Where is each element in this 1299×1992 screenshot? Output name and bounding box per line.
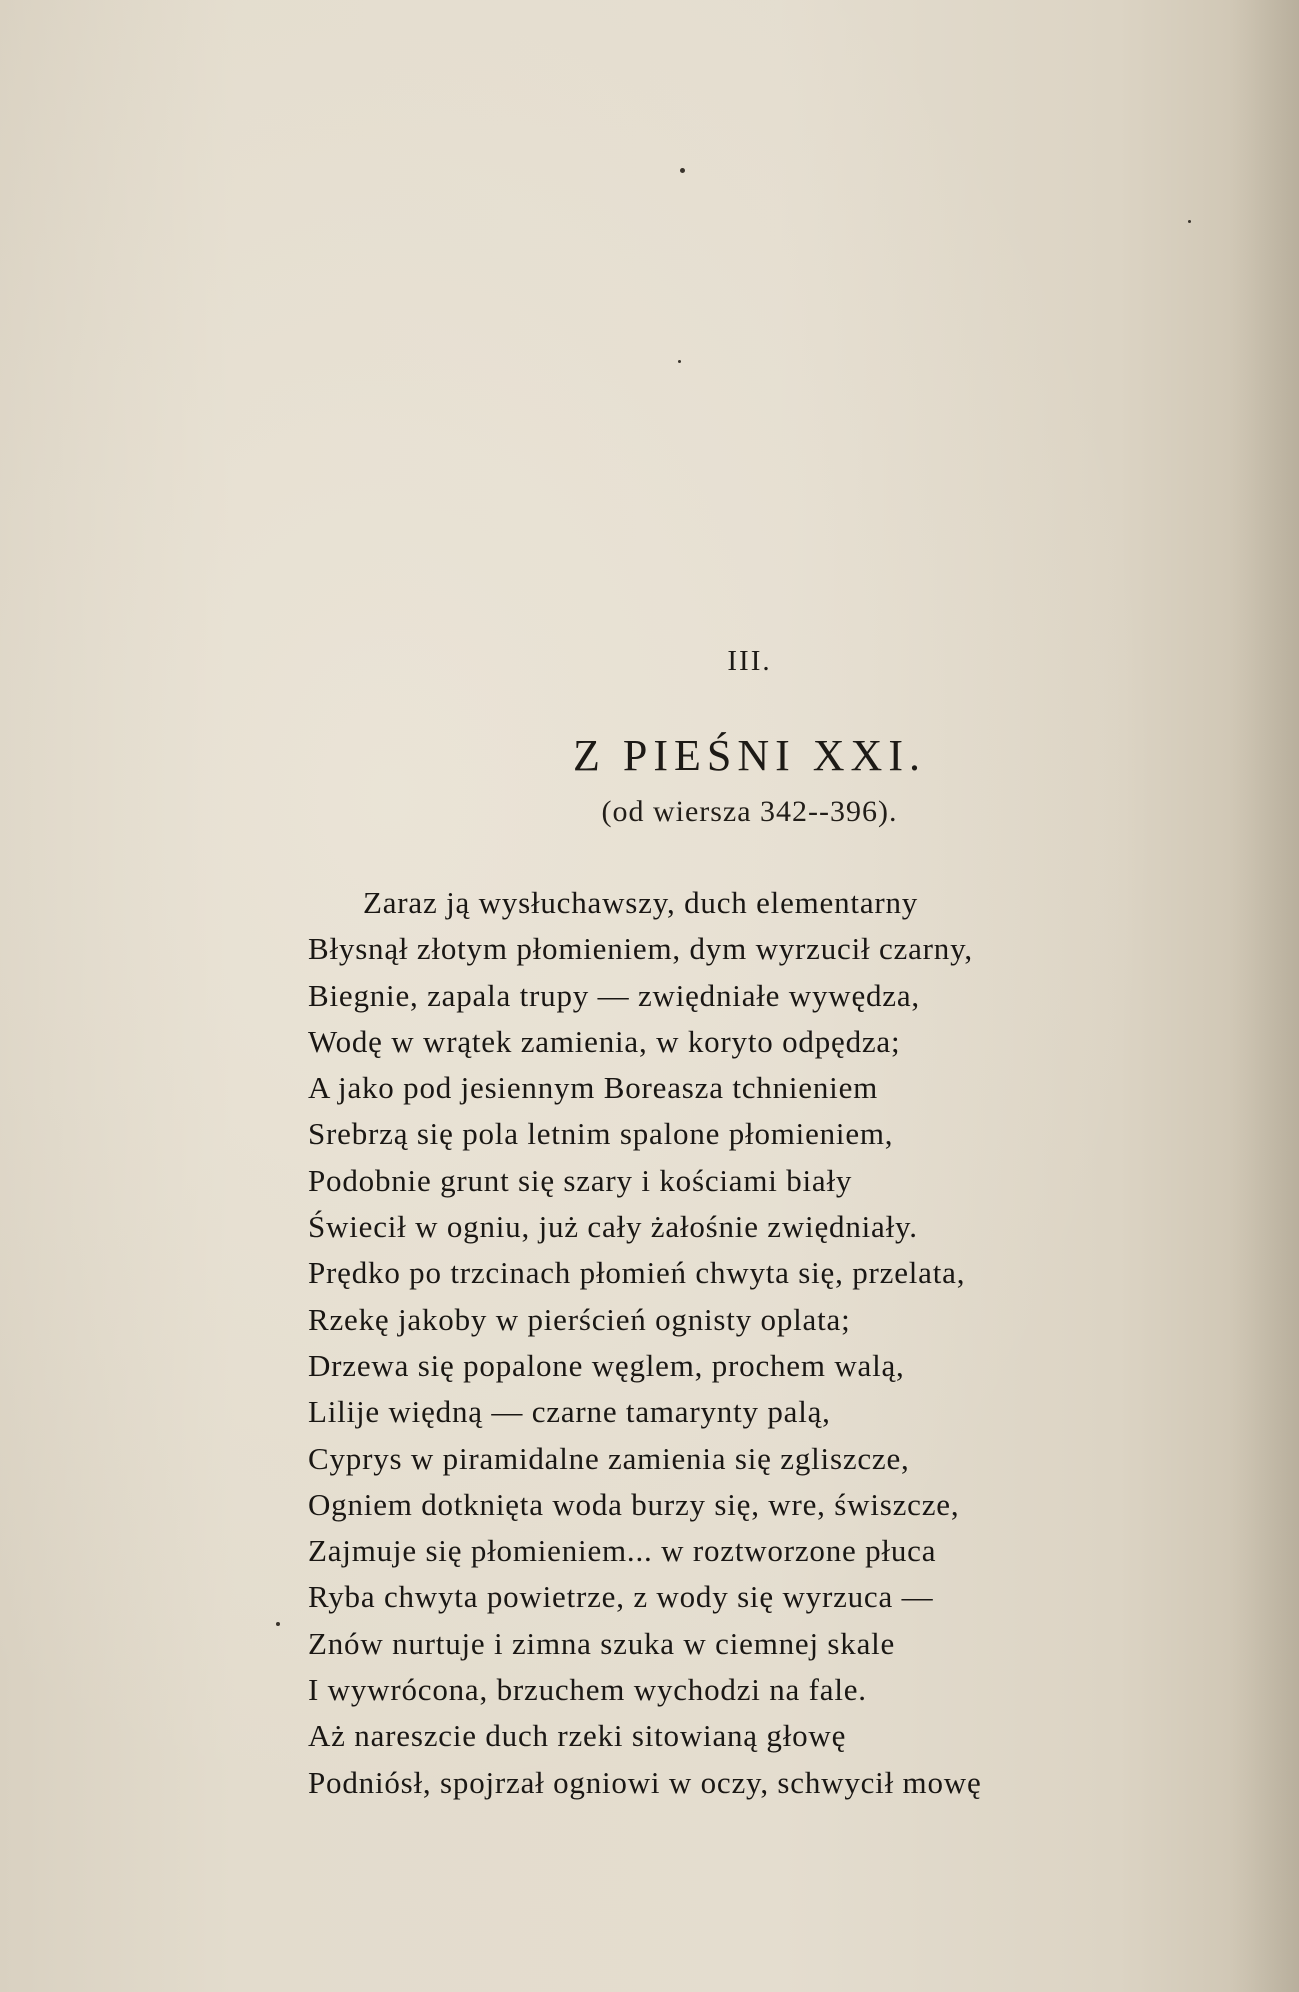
poem-line: Podobnie grunt się szary i kościami biały xyxy=(308,1162,853,1198)
print-speck xyxy=(678,360,681,363)
poem-line: Wodę w wrątek zamienia, w koryto odpędza; xyxy=(308,1023,901,1059)
poem-line: Znów nurtuje i zimna szuka w ciemnej skale xyxy=(308,1625,896,1661)
poem-line: Cyprys w piramidalne zamienia się zgliszcze, xyxy=(308,1440,910,1476)
poem-line: Lilije więdną — czarne tamarynty palą, xyxy=(308,1394,831,1430)
print-speck xyxy=(680,168,685,173)
poem-line: Aż nareszcie duch rzeki sitowianą głowę xyxy=(308,1718,847,1754)
poem-line: Ryba chwyta powietrze, z wody się wyrzuca — xyxy=(308,1579,934,1615)
section-subtitle: (od wiersza 342--396). xyxy=(601,795,898,828)
poem-line: Drzewa się popalone węglem, prochem walą, xyxy=(308,1347,905,1383)
print-speck xyxy=(276,1622,280,1626)
print-speck xyxy=(1188,220,1191,223)
poem-line: Prędko po trzcinach płomień chwyta się, przelata, xyxy=(308,1255,966,1291)
poem-line: Biegnie, zapala trupy — zwiędniałe wywędza, xyxy=(308,977,920,1013)
page-gutter-shadow xyxy=(1229,0,1299,1992)
section-number: III. xyxy=(727,645,772,677)
poem-line: I wywrócona, brzuchem wychodzi na fale. xyxy=(308,1672,867,1708)
poem-line: A jako pod jesiennym Boreasza tchnieniem xyxy=(308,1070,879,1106)
poem-line: Ogniem dotknięta woda burzy się, wre, świszcze, xyxy=(308,1486,960,1522)
poem-line: Podniósł, spojrzał ogniowi w oczy, schwycił mowę xyxy=(308,1764,982,1800)
poem-line: Rzekę jakoby w pierścień ognisty oplata; xyxy=(308,1301,851,1337)
section-title: Z PIEŚNI XXI. xyxy=(573,731,926,780)
poem-line: Zajmuje się płomieniem... w roztworzone płuca xyxy=(308,1533,937,1569)
poem-line: Srebrzą się pola letnim spalone płomieniem, xyxy=(308,1116,894,1152)
poem-text xyxy=(308,880,1208,1806)
poem-line: Świecił w ogniu, już cały żałośnie zwiędniały. xyxy=(308,1209,918,1245)
poem-line: Błysnął złotym płomieniem, dym wyrzucił czarny, xyxy=(308,931,973,967)
poem-line: Zaraz ją wysłuchawszy, duch elementarny xyxy=(363,885,919,920)
